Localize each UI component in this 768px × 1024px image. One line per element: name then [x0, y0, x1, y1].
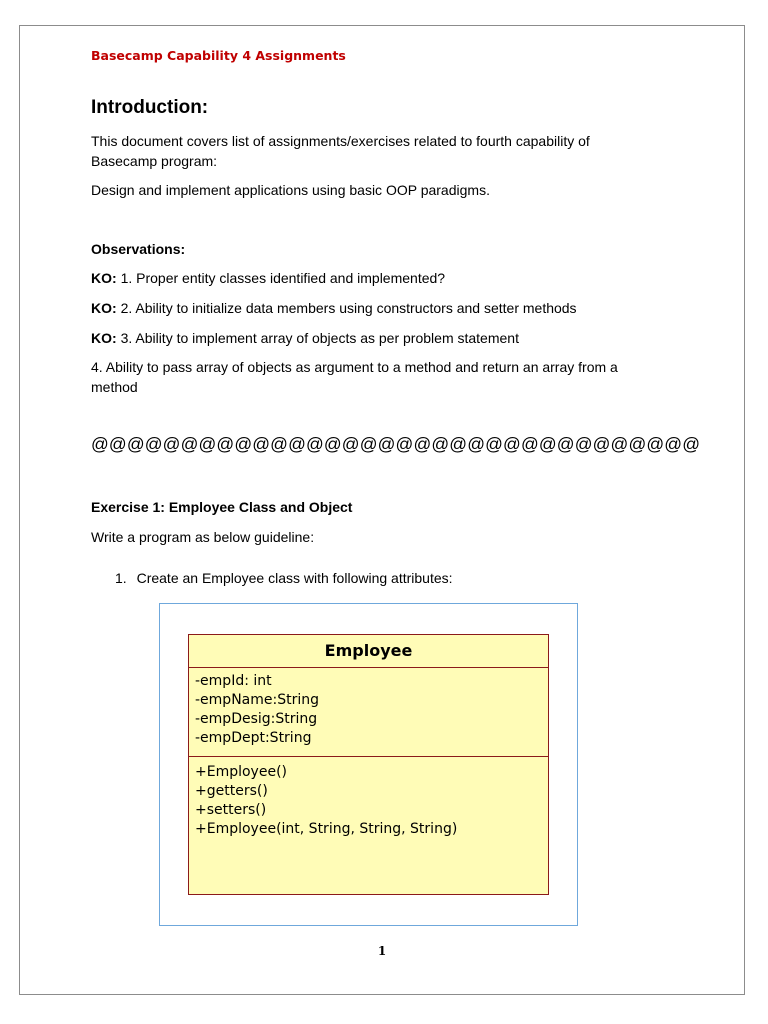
observations-heading: Observations:	[91, 241, 186, 257]
observation-item-4	[91, 357, 618, 397]
introduction-goal: Design and implement applications using basic OOP paradigms.	[91, 182, 490, 198]
observation-item-4-line-1: 4. Ability to pass array of objects as argument to a method and return an array from a	[91, 359, 618, 375]
step-number: 1.	[115, 570, 127, 586]
observation-text: 2. Ability to initialize data members using constructors and setter methods	[120, 300, 577, 316]
step-text: Create an Employee class with following attributes:	[136, 570, 453, 586]
introduction-line-1: This document covers list of assignments/exercises related to fourth capability of	[91, 133, 590, 149]
observation-item-1	[91, 268, 445, 288]
observation-item-2	[91, 298, 577, 318]
uml-method: +getters()	[195, 783, 268, 799]
uml-class-box	[188, 634, 549, 895]
ko-label: KO:	[91, 330, 117, 346]
uml-attribute: -empName:String	[195, 692, 319, 708]
exercise-1-heading: Exercise 1: Employee Class and Object	[91, 499, 353, 515]
exercise-1-step-1	[115, 568, 453, 588]
document-page	[19, 25, 745, 995]
uml-method: +setters()	[195, 802, 267, 818]
introduction-paragraph	[91, 131, 590, 171]
uml-attribute: -empDesig:String	[195, 711, 318, 727]
uml-method: +Employee()	[195, 764, 287, 780]
uml-class-name: Employee	[189, 635, 548, 668]
separator-line: @@@@@@@@@@@@@@@@@@@@@@@@@@@@@@@@@@	[91, 434, 701, 454]
ko-label: KO:	[91, 270, 117, 286]
introduction-heading: Introduction:	[91, 97, 209, 118]
uml-attribute: -empId: int	[195, 673, 272, 689]
uml-divider	[189, 756, 548, 757]
uml-methods	[195, 763, 457, 839]
observation-item-4-line-2: method	[91, 379, 138, 395]
uml-attributes	[195, 672, 319, 748]
observation-text: 3. Ability to implement array of objects as per problem statement	[120, 330, 519, 346]
observation-text: 1. Proper entity classes identified and implemented?	[120, 270, 446, 286]
exercise-1-intro: Write a program as below guideline:	[91, 529, 315, 545]
uml-method: +Employee(int, String, String, String)	[195, 821, 458, 837]
observation-item-3	[91, 328, 519, 348]
document-header-title: Basecamp Capability 4 Assignments	[91, 48, 346, 63]
uml-attribute: -empDept:String	[195, 730, 312, 746]
page-number: 1	[377, 944, 387, 958]
ko-label: KO:	[91, 300, 117, 316]
introduction-line-2: Basecamp program:	[91, 153, 218, 169]
